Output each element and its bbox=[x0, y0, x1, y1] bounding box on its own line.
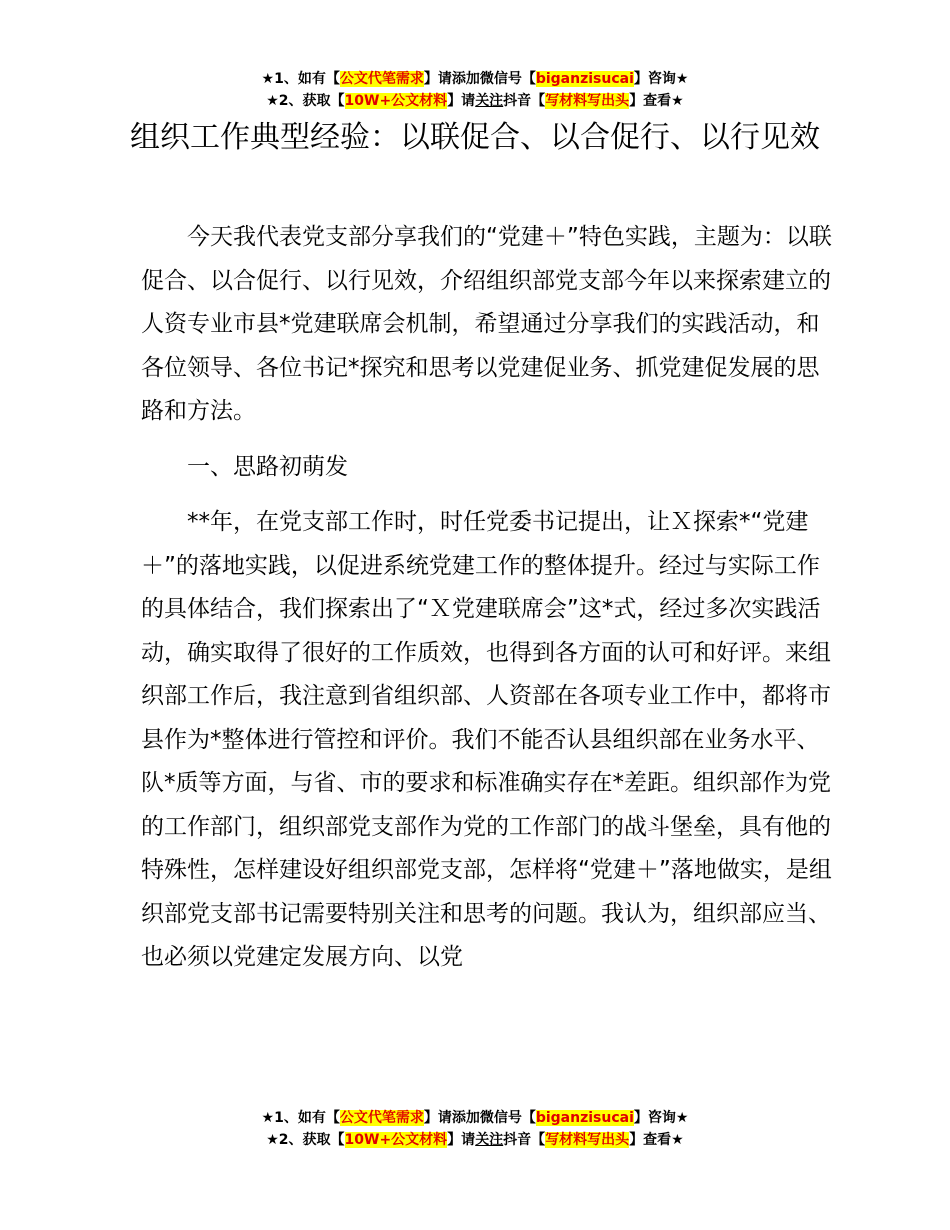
paragraph-body: **年，在党支部工作时，时任党委书记提出，让Ｘ探索*“党建＋”的落地实践，以促进系统党建工作的整体提升。经过与实际工作的具体结合，我们探索出了“Ｘ党建联席会”这*式，经过多次实践活动，确实取得了很好的工作质效，也得到各方面的认可和好评。来组织部工作后，我注意到省组织部、人资部在各项专业工作中，都将市县作为*整体进行管控和评价。我们不能否认县组织部在业务水平、队*质等方面，与省、市的要求和标准确实存在*差距。组织部作为党的工作部门，组织部党支部作为党的工作部门的战斗堡垒，具有他的特殊性，怎样建设好组织部党支部，怎样将“党建＋”落地做实，是组织部党支部书记需要特别关注和思考的问题。我认为，组织部应当、也必须以党建定发展方向、以党 bbox=[141, 509, 832, 970]
promo-text: ★2、获取【 bbox=[266, 1132, 345, 1148]
promo-line-2 bbox=[0, 90, 950, 112]
promo-highlight: 公文代笔需求 bbox=[339, 1110, 424, 1126]
promo-text: ★1、如有【 bbox=[261, 71, 340, 87]
promo-highlight: 公文代笔需求 bbox=[339, 71, 424, 87]
document-body bbox=[141, 216, 833, 992]
promo-underlined: 关注 bbox=[475, 1132, 504, 1148]
footer-promo-banner bbox=[0, 1107, 950, 1151]
promo-text: 】咨询★ bbox=[633, 1110, 689, 1126]
promo-text: ★1、如有【 bbox=[261, 1110, 340, 1126]
promo-wechat-id: biganzisucai bbox=[535, 1110, 634, 1126]
promo-line-1 bbox=[0, 1107, 950, 1129]
promo-text: 】请 bbox=[447, 93, 476, 109]
promo-text: 】请添加微信号【 bbox=[423, 1110, 536, 1126]
section-heading: 一、思路初萌发 bbox=[187, 453, 348, 480]
header-promo-banner bbox=[0, 68, 950, 112]
promo-line-2 bbox=[0, 1129, 950, 1151]
promo-highlight: 10W+公文材料 bbox=[344, 93, 448, 109]
promo-highlight: 写材料写出头 bbox=[545, 93, 630, 109]
paragraph-intro: 今天我代表党支部分享我们的“党建＋”特色实践，主题为：以联促合、以合促行、以行见效，介绍组织部党支部今年以来探索建立的人资专业市县*党建联席会机制，希望通过分享我们的实践活动，和各位领导、各位书记*探究和思考以党建促业务、抓党建促发展的思路和方法。 bbox=[141, 224, 832, 424]
promo-wechat-id: biganzisucai bbox=[535, 71, 634, 87]
promo-highlight: 写材料写出头 bbox=[545, 1132, 630, 1148]
promo-text: 】查看★ bbox=[629, 93, 684, 109]
promo-text: 】咨询★ bbox=[633, 71, 689, 87]
promo-line-1 bbox=[0, 68, 950, 90]
promo-text: ★2、获取【 bbox=[266, 93, 345, 109]
promo-highlight: 10W+公文材料 bbox=[344, 1132, 448, 1148]
promo-text: 】请 bbox=[447, 1132, 476, 1148]
document-title: 组织工作典型经验：以联促合、以合促行、以行见效 bbox=[130, 120, 820, 155]
promo-text: 抖音【 bbox=[503, 93, 546, 109]
promo-text: 抖音【 bbox=[503, 1132, 546, 1148]
promo-underlined: 关注 bbox=[475, 93, 504, 109]
promo-text: 】请添加微信号【 bbox=[423, 71, 536, 87]
promo-text: 】查看★ bbox=[629, 1132, 684, 1148]
